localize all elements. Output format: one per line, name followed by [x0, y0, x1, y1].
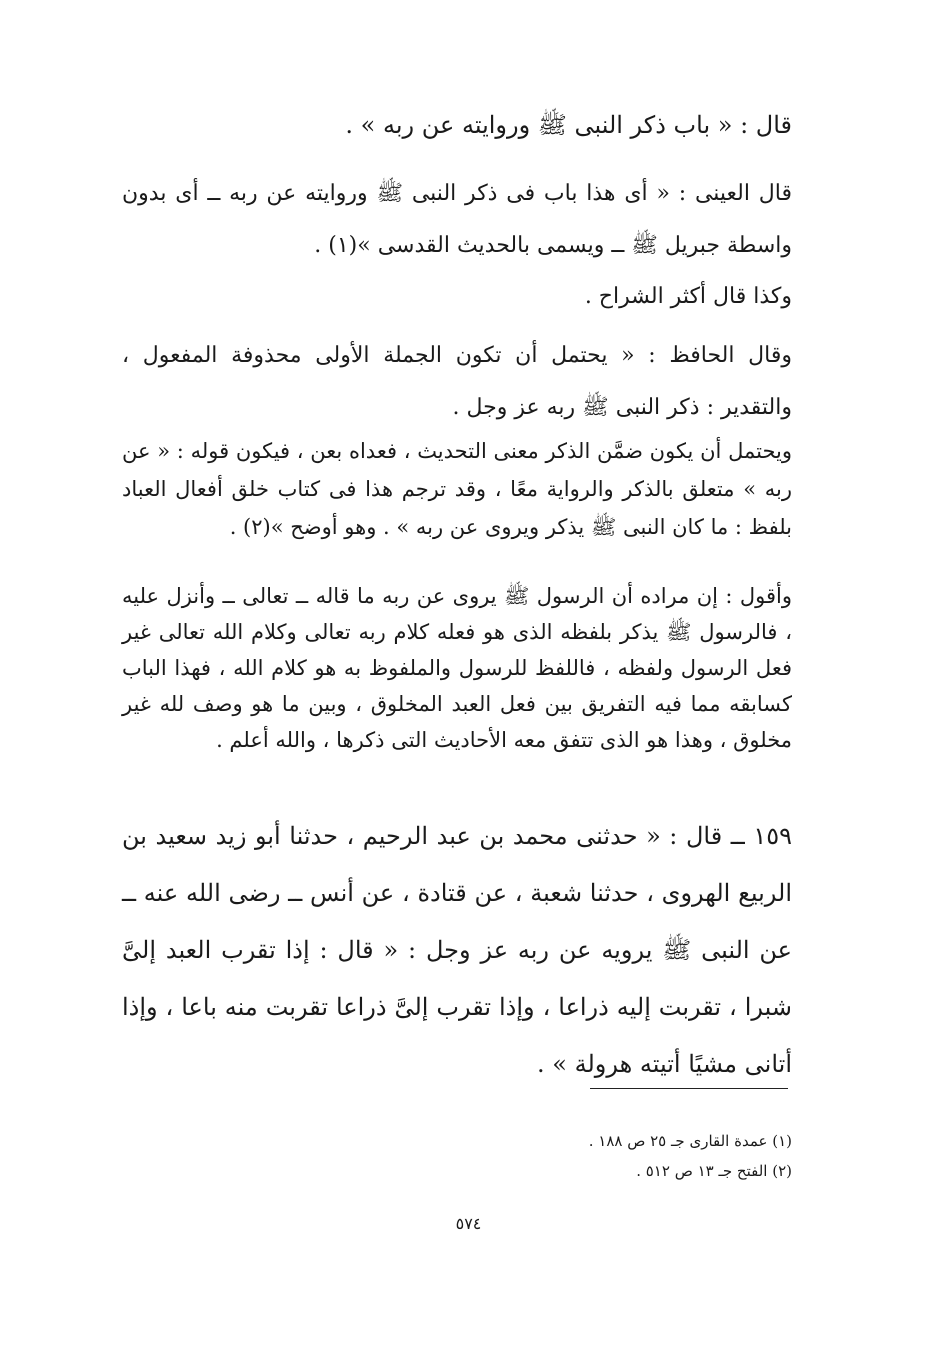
- paragraph-commentators: وكذا قال أكثر الشراح .: [584, 284, 792, 309]
- paragraph-hafiz-continued: ويحتمل أن يكون ضمَّن الذكر معنى التحديث ، فعداه بعن ، فيكون قوله : « عن ربه » متعلق بالذكر والرواية معًا ، وقد ترجم هذا فى كتاب خلق أفعال العباد بلفظ : ما كان النبى ﷺ يذكر ويروى عن ربه » . وهو أوضح »(٢) .: [122, 439, 792, 539]
- footnote-1: (١) عمدة القارى جـ ٢٥ ص ١٨٨ .: [588, 1132, 792, 1150]
- paragraph-aini-quote: قال العينى : « أى هذا باب فى ذكر النبى ﷺ وروايته عن ربه ــ أى بدون واسطة جبريل ﷺ ــ ويسمى بالحديث القدسى »(١) .: [122, 181, 792, 258]
- paragraph-chapter-heading: قال : « باب ذكر النبى ﷺ وروايته عن ربه » .: [345, 111, 792, 139]
- paragraph-hadith-159: ١٥٩ ــ قال : « حدثنى محمد بن عبد الرحيم ، حدثنا أبو زيد سعيد بن الربيع الهروى ، حدثنا شعبة ، عن قتادة ، عن أنس ــ رضى الله عنه ــ عن النبى ﷺ يرويه عن ربه عز وجل : « قال : إذا تقرب العبد إلىَّ شبرا ، تقربت إليه ذراعا ، وإذا تقرب إلىَّ ذراعا تقربت منه باعا ، وإذا أتانى مشيًا أتيته هرولة » .: [122, 822, 792, 1078]
- footnote-2: (٢) الفتح جـ ١٣ ص ٥١٢ .: [636, 1162, 792, 1180]
- page-number: ٥٧٤: [455, 1214, 482, 1233]
- paragraph-author-comment: وأقول : إن مراده أن الرسول ﷺ يروى عن ربه ما قاله ــ تعالى ــ وأنزل عليه ، فالرسول ﷺ يذكر بلفظه الذى هو فعله كلام ربه تعالى وكلام الله تعالى غير فعل الرسول ولفظه ، فاللفظ للرسول والملفوظ به هو كلام الله ، فهذا الباب كسابقه مما فيه التفريق بين فعل العبد المخلوق ، وبين ما هو وصف لله غير مخلوق ، وهذا هو الذى تتفق معه الأحاديث التى ذكرها ، والله أعلم .: [122, 584, 792, 752]
- paragraph-hafiz-quote: وقال الحافظ : « يحتمل أن تكون الجملة الأولى محذوفة المفعول ، والتقدير : ذكر النبى ﷺ ربه عز وجل .: [122, 343, 792, 420]
- footnote-divider: [590, 1088, 788, 1089]
